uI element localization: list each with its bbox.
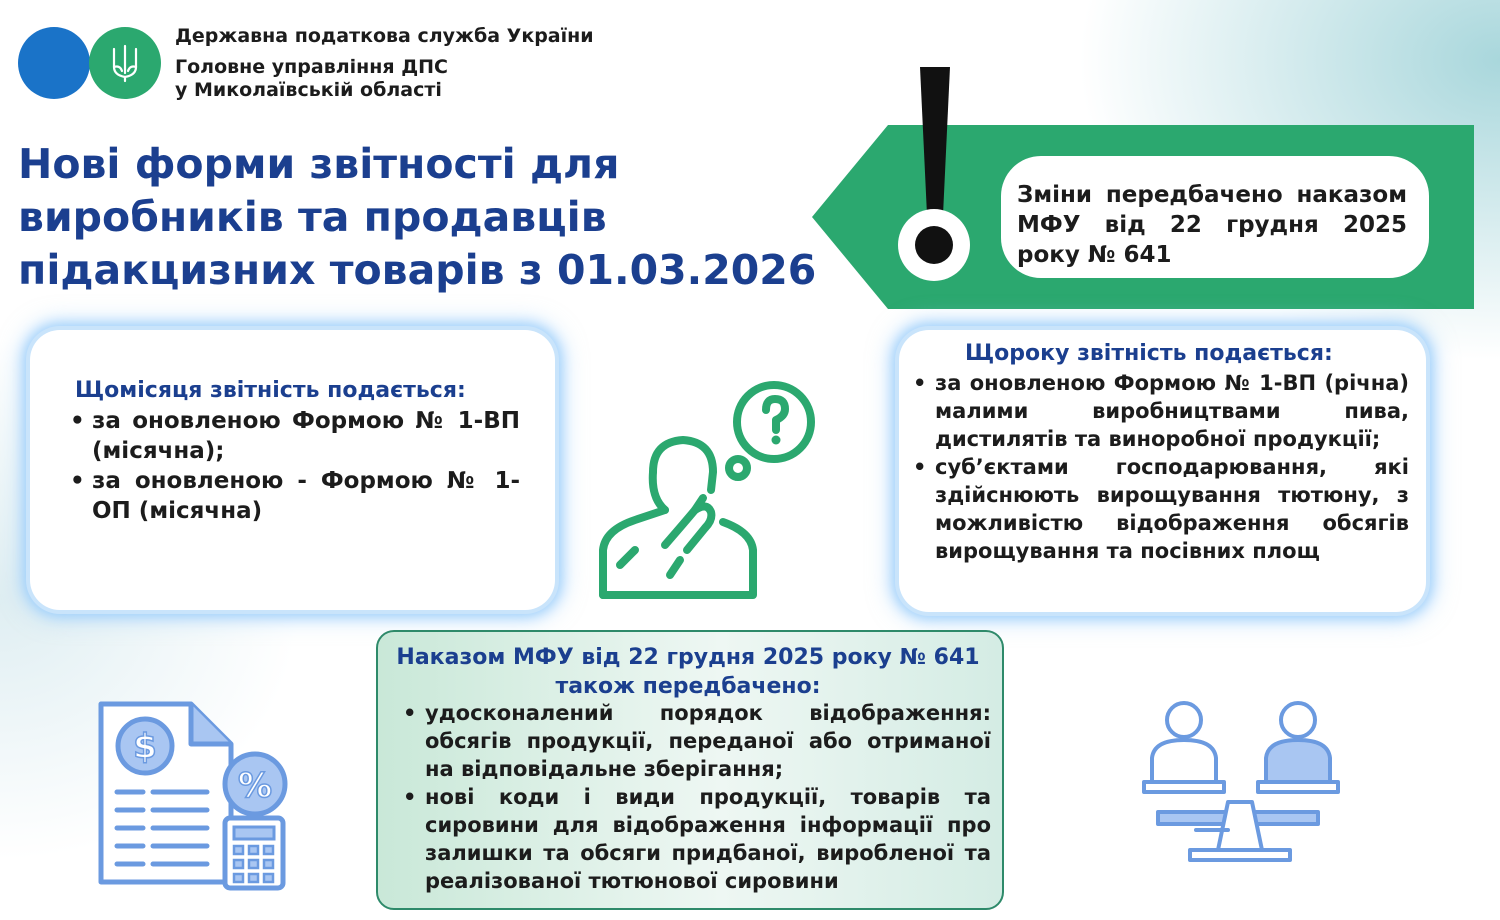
logo-green-circle: [89, 27, 161, 99]
bottom-heading-line-1: Наказом МФУ від 22 грудня 2025 року № 641: [396, 645, 980, 670]
list-item: • за оновленою Формою № 1-ВП (місячна);: [70, 406, 520, 466]
list-item: • удосконалений порядок відображення: обсягів продукції, переданої або отриманої на відповідальне зберігання;: [403, 699, 991, 783]
monthly-list: [70, 406, 520, 526]
yearly-heading: Щороку звітність подається:: [965, 341, 1333, 366]
logo-blue-circle: [18, 27, 90, 99]
monthly-heading: Щомісяця звітність подається:: [75, 378, 466, 403]
yearly-list: [913, 369, 1409, 565]
svg-text:$: $: [133, 727, 157, 767]
org-department: Головне управління ДПС: [175, 56, 449, 78]
page-title: [18, 138, 828, 297]
scales-people-icon: [1140, 700, 1340, 880]
list-item: • за оновленою Формою № 1-ВП (річна) малими виробництвами пива, дистилятів та виноробної продукції;: [913, 369, 1409, 453]
thinking-person-icon: [595, 380, 820, 602]
title-line-1: Нові форми звітності для: [18, 140, 620, 188]
banner-text: Зміни передбачено наказом МФУ від 22 грудня 2025 року № 641: [1017, 182, 1407, 268]
org-name: Державна податкова служба України: [175, 25, 594, 47]
title-line-3: підакцизних товарів з 01.03.2026: [18, 246, 817, 294]
list-item: • суб’єктами господарювання, які здійснюють вирощування тютюну, з можливістю відображення обсягів вирощування та посівних площ: [913, 453, 1409, 565]
finance-document-icon: [95, 700, 290, 895]
org-region: у Миколаївській області: [175, 79, 442, 101]
list-item: • нові коди і види продукції, товарів та сировини для відображення інформації про залишки та обсяги придбаної, виробленої та реалізованої тютюнової сировини: [403, 783, 991, 895]
title-line-2: виробників та продавців: [18, 193, 607, 241]
svg-text:%: %: [237, 766, 273, 806]
exclamation-icon: [895, 65, 975, 285]
bottom-heading: [386, 643, 990, 701]
trident-icon: [110, 43, 140, 83]
bottom-list: [403, 699, 991, 895]
list-item: • за оновленою - Формою № 1-ОП (місячна): [70, 466, 520, 526]
bottom-heading-line-2: також передбачено:: [555, 674, 821, 699]
